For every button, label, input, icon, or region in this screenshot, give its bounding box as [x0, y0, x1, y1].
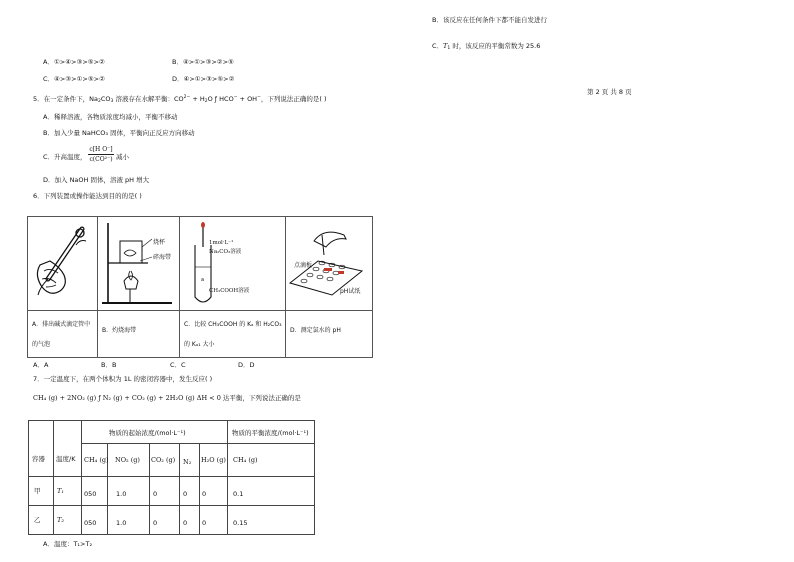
q5-option-c-prefix: C．升高温度，: [43, 153, 87, 161]
q6-option-b: B．灼烧海带: [102, 327, 137, 334]
q6-answer-c: C．C: [170, 361, 186, 369]
label-beaker: 烧杯: [153, 239, 166, 246]
cell-yi-n2: 0: [183, 519, 188, 527]
q4-option-a: A．①>④>③>⑤>②: [43, 58, 105, 66]
q5-option-a: A．稀释溶液，各物质浓度均减小，平衡不移动: [43, 113, 178, 121]
label-seaweed: 碎海带: [153, 254, 172, 261]
q6-option-c: C．比较 CH₃COOH 的 Kₐ 和 H₂CO₃ 的 Kₐ₁ 大小: [184, 321, 282, 348]
label-ch3cooh: CH₃COOH溶液: [209, 288, 250, 294]
species-h2o: H₂O (g): [201, 456, 226, 464]
q6-option-a: A．排出碱式滴定管中的气泡: [32, 321, 91, 348]
q4-option-b: B．④>①>③>②>⑤: [172, 58, 234, 66]
header-equilibrium-conc: 物质的平衡浓度/(mol·L⁻¹): [232, 429, 309, 437]
species-eq-ch4: CH₄ (g): [233, 456, 258, 464]
q5-option-b: B．加入少量 NaHCO₃ 固体，平衡向正反应方向移动: [43, 129, 195, 137]
q7-data-table: [28, 420, 315, 535]
q6-figure-table: [27, 216, 373, 358]
q6-stem: 6．下列装置或操作能达到目的的是( ): [33, 192, 142, 200]
cell-jia-co2: 0: [153, 490, 158, 498]
cell-jia-h2o: 0: [202, 490, 207, 498]
svg-text:a: a: [201, 277, 205, 283]
row-temp-yi: T₂: [57, 516, 64, 524]
q7-stem: 7．一定温度下，在两个体积为 1L 的密闭容器中，发生反应( ): [33, 375, 213, 383]
cell-yi-ch4: 050: [84, 519, 97, 527]
cell-yi-co2: 0: [153, 519, 158, 527]
q5-option-d: D．加入 NaOH 固体，溶液 pH 增大: [43, 176, 150, 184]
fraction-numerator: c[H O⁻]: [89, 146, 113, 153]
q7-option-a: A．温度：T₁>T₂: [43, 540, 93, 548]
row-container-jia: 甲: [34, 487, 41, 495]
species-n2: N₂: [183, 458, 192, 466]
right-option-c: C．$T_1$ 时，该反应的平衡常数为 25.6: [432, 42, 541, 51]
q5-stem: 5．在一定条件下，$Na_2CO_3$ 溶液存在水解平衡：$CO^{2-} + H_2O$ ƒ HCO− + OH−，下列说法正确的是( ): [33, 95, 327, 104]
label-concentration: 1mol·L⁻¹: [209, 240, 234, 246]
cell-yi-h2o: 0: [202, 519, 207, 527]
cell-yi-eq: 0.15: [233, 519, 248, 527]
species-no2: NO₂ (g): [115, 456, 140, 464]
q5-fraction: [88, 146, 114, 163]
row-container-yi: 乙: [34, 516, 41, 524]
cell-jia-ch4: 050: [84, 490, 97, 498]
cell-jia-eq: 0.1: [233, 490, 244, 498]
q7-equation: CH₄ (g) + 2NO₂ (g) ƒ N₂ (g) + CO₂ (g) + 2H₂O (g) ΔH < 0 达平衡，下列说法正确的是: [33, 394, 301, 402]
burning-seaweed-figure: [100, 219, 180, 309]
right-option-b: B．该反应在任何条件下都不能自发进行: [432, 16, 547, 24]
q6-answer-a: A．A: [33, 361, 49, 369]
page-footer: 第 2 页 共 8 页: [587, 88, 632, 96]
q4-option-c: C．④>③>①>⑤>②: [43, 75, 105, 83]
cell-yi-no2: 1.0: [116, 519, 127, 527]
label-na2co3: Na₂CO₃溶液: [209, 249, 242, 255]
label-spot-plate: 点滴板: [294, 262, 313, 269]
cell-jia-no2: 1.0: [116, 490, 127, 498]
fraction-denominator: c(CO²⁻): [89, 156, 113, 163]
row-temp-jia: T₁: [57, 487, 64, 495]
q5-option-c-suffix: 减小: [116, 153, 129, 161]
q6-answer-d: D．D: [238, 361, 255, 369]
header-temperature: 温度/K: [56, 455, 76, 463]
fraction-bar: [88, 154, 114, 155]
cell-jia-n2: 0: [183, 490, 188, 498]
q4-option-d: D．④>①>③>⑤>②: [172, 75, 235, 83]
species-ch4: CH₄ (g): [84, 456, 109, 464]
species-co2: CO₂ (g): [151, 456, 176, 464]
q6-option-d: D．测定氯水的 pH: [290, 327, 341, 334]
q6-answer-b: B．B: [101, 361, 117, 369]
label-ph-paper: pH试纸: [340, 288, 361, 295]
burette-hand-figure: [32, 223, 94, 305]
header-container: 容器: [32, 455, 45, 463]
header-initial-conc: 物质的起始浓度/(mol·L⁻¹): [109, 429, 186, 437]
